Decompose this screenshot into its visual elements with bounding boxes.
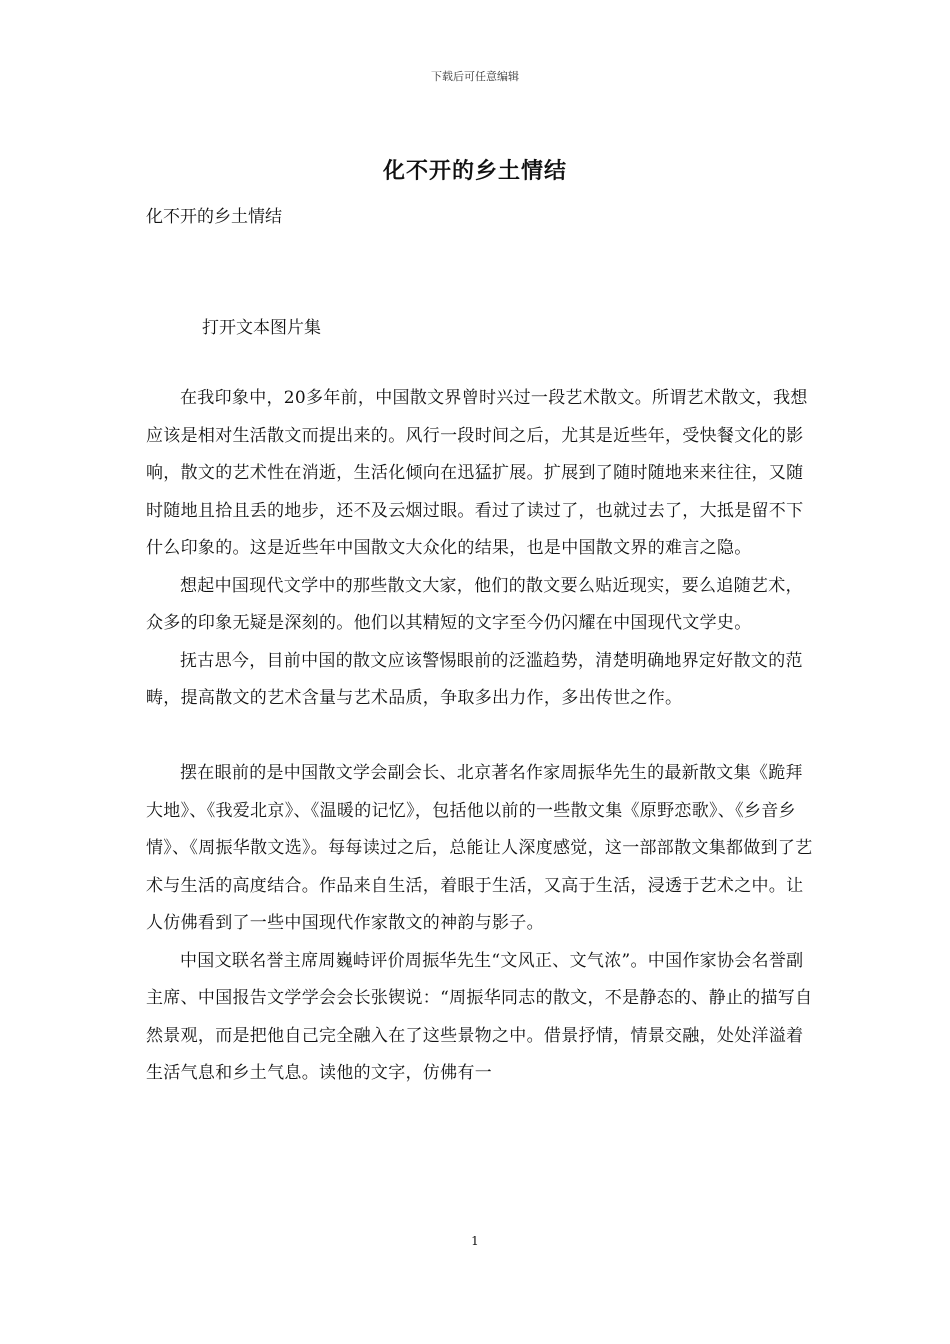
- page-header-note: 下载后可任意编辑: [431, 70, 519, 83]
- document-subtitle: 化不开的乡土情结: [146, 207, 282, 227]
- article-body: [146, 380, 814, 1093]
- document-title: 化不开的乡土情结: [382, 158, 567, 184]
- body-paragraph: 想起中国现代文学中的那些散文大家，他们的散文要么贴近现实，要么追随艺术，众多的印象无疑是深刻的。他们以其精短的文字至今仍闪耀在中国现代文学史。: [146, 575, 803, 633]
- image-gallery-link[interactable]: 打开文本图片集: [202, 318, 321, 338]
- body-paragraph: 中国文联名誉主席周巍峙评价周振华先生“文风正、文气浓”。中国作家协会名誉副主席、中国报告文学学会会长张锲说：“周振华同志的散文，不是静态的、静止的描写自然景观，而是把他自己完全融入在了这些景物之中。借景抒情，情景交融，处处洋溢着生活气息和乡土气息。读他的文字，仿佛有一: [146, 950, 813, 1083]
- page-number: 1: [471, 1234, 479, 1248]
- body-paragraph: 摆在眼前的是中国散文学会副会长、北京著名作家周振华先生的最新散文集《跪拜大地》、《我爱北京》、《温暖的记忆》，包括他以前的一些散文集《原野恋歌》、《乡音乡情》、《周振华散文选》。每每读过之后，总能让人深度感觉，这一部部散文集都做到了艺术与生活的高度结合。作品来自生活，着眼于生活，又高于生活，浸透于艺术之中。让人仿佛看到了一些中国现代作家散文的神韵与影子。: [146, 763, 813, 933]
- body-paragraph: 抚古思今，目前中国的散文应该警惕眼前的泛滥趋势，清楚明确地界定好散文的范畴，提高散文的艺术含量与艺术品质，争取多出力作，多出传世之作。: [146, 650, 803, 708]
- body-paragraph: 在我印象中，20多年前，中国散文界曾时兴过一段艺术散文。所谓艺术散文，我想应该是相对生活散文而提出来的。风行一段时间之后，尤其是近些年，受快餐文化的影响，散文的艺术性在消逝，生活化倾向在迅猛扩展。扩展到了随时随地来来往往，又随时随地且拾且丢的地步，还不及云烟过眼。看过了读过了，也就过去了，大抵是留不下什么印象的。这是近些年中国散文大众化的结果，也是中国散文界的难言之隐。: [146, 388, 808, 558]
